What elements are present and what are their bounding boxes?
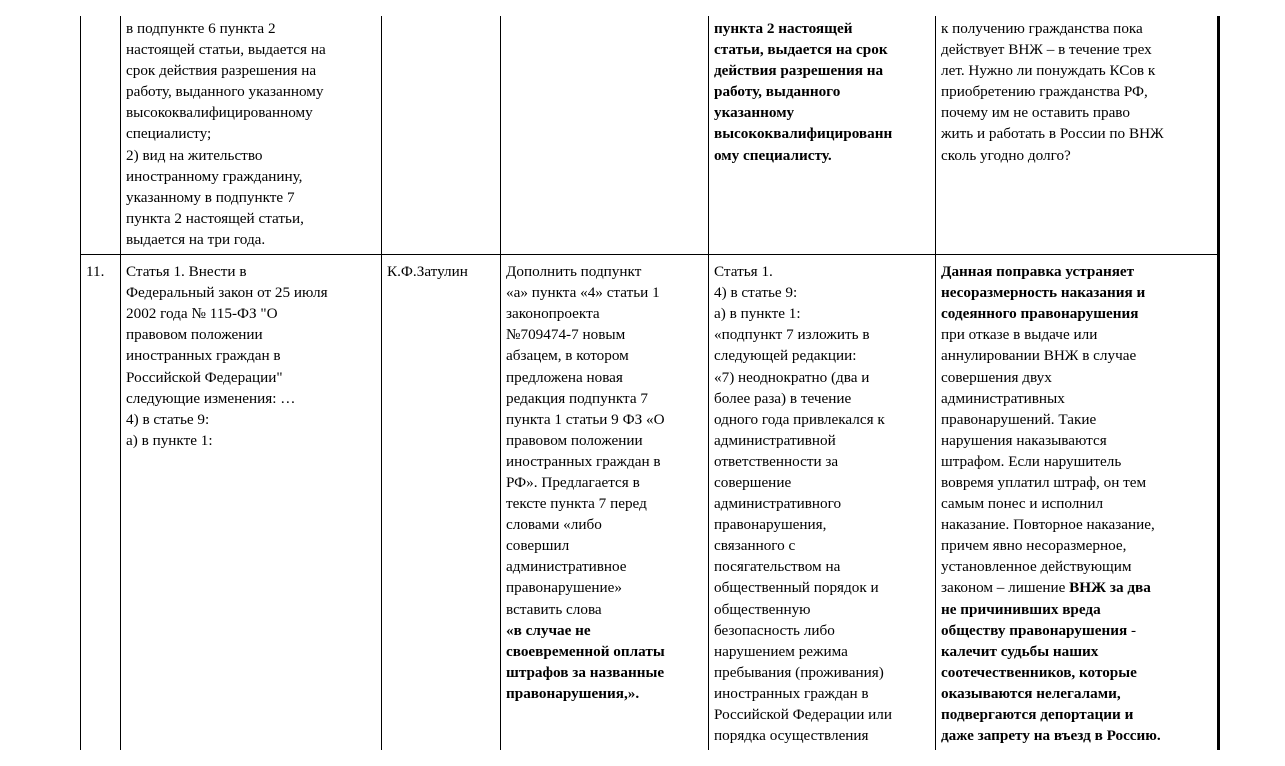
text-line: 2) вид на жительство bbox=[126, 146, 263, 164]
text-line: несоразмерность наказания и bbox=[941, 284, 1146, 302]
text-line: иностранных граждан в bbox=[126, 347, 281, 365]
text-line: работу, выданного указанному bbox=[126, 83, 324, 101]
text-line: Дополнить подпункт bbox=[506, 263, 642, 281]
new-text-cell bbox=[709, 255, 936, 751]
text-line: при отказе в выдаче или bbox=[941, 326, 1098, 344]
text-line: «а» пункта «4» статьи 1 bbox=[506, 284, 660, 302]
text-line: работу, выданного bbox=[714, 83, 841, 101]
text-line: правовом положении bbox=[126, 326, 263, 344]
text-line: законом – лишение ВНЖ за два bbox=[941, 579, 1151, 597]
text-line: безопасность либо bbox=[714, 621, 835, 639]
text-line: РФ». Предлагается в bbox=[506, 473, 640, 491]
text-line: действует ВНЖ – в течение трех bbox=[941, 41, 1152, 59]
text-line: совершение bbox=[714, 473, 792, 491]
text-line: указанному в подпункте 7 bbox=[126, 188, 295, 206]
text-line: к получению гражданства пока bbox=[941, 20, 1143, 37]
text-line: иностранных граждан в bbox=[506, 452, 661, 470]
text-line: следующей редакции: bbox=[714, 347, 857, 365]
text-line: почему им не оставить право bbox=[941, 104, 1130, 122]
comment-cell bbox=[936, 16, 1219, 255]
text-line: ответственности за bbox=[714, 452, 839, 470]
text-line: общественную bbox=[714, 600, 811, 618]
text-line: абзацем, в котором bbox=[506, 347, 629, 365]
text-line: Российской Федерации или bbox=[714, 706, 892, 723]
text-line: причем явно несоразмерное, bbox=[941, 537, 1127, 555]
text-line: правовом положении bbox=[506, 431, 643, 449]
author-name: К.Ф.Затулин bbox=[387, 263, 468, 281]
amendments-table bbox=[80, 16, 1220, 750]
text-line: высококвалифицированн bbox=[714, 125, 893, 143]
text-line: «подпункт 7 изложить в bbox=[714, 326, 870, 344]
text-line: совершил bbox=[506, 537, 570, 555]
text-line: одного года привлекался к bbox=[714, 410, 885, 428]
text-line: подвергаются депортации и bbox=[941, 706, 1134, 723]
text-line: правонарушение» bbox=[506, 579, 623, 597]
text-line-bold: правонарушения,». bbox=[506, 684, 640, 702]
text-line: предложена новая bbox=[506, 368, 623, 386]
row-number-cell bbox=[81, 255, 121, 751]
text-line: пункта 2 настоящей bbox=[714, 20, 853, 37]
text-line: правонарушения, bbox=[714, 516, 827, 534]
text-line: нарушением режима bbox=[714, 642, 848, 660]
text-line: соотечественников, которые bbox=[941, 663, 1137, 681]
text-line: жить и работать в России по ВНЖ bbox=[941, 125, 1164, 143]
text-line: №709474-7 новым bbox=[506, 326, 626, 344]
text-line: а) в пункте 1: bbox=[126, 431, 213, 449]
text-line: наказание. Повторное наказание, bbox=[941, 516, 1155, 534]
text-line: иностранному гражданину, bbox=[126, 167, 303, 185]
row-number: 11. bbox=[86, 263, 105, 281]
text-line-bold: штрафов за названные bbox=[506, 663, 665, 681]
text-line: ому специалисту. bbox=[714, 146, 832, 164]
text-line: 2002 года № 115-ФЗ "О bbox=[126, 305, 278, 323]
comment-cell bbox=[936, 255, 1219, 751]
text-line: в подпункте 6 пункта 2 bbox=[126, 20, 276, 37]
text-line: лет. Нужно ли понуждать КСов к bbox=[941, 62, 1156, 80]
text-line: административного bbox=[714, 495, 842, 513]
text-line: статьи, выдается на срок bbox=[714, 41, 888, 59]
text-line: 4) в статье 9: bbox=[714, 284, 798, 302]
text-line: административных bbox=[941, 389, 1065, 407]
text-line: самым понес и исполнил bbox=[941, 495, 1104, 513]
text-line: аннулировании ВНЖ в случае bbox=[941, 347, 1137, 365]
table-row bbox=[81, 16, 1219, 255]
text-line: административной bbox=[714, 431, 836, 449]
text-line: редакция подпункта 7 bbox=[506, 389, 649, 407]
amendment-cell bbox=[501, 16, 709, 255]
text-line: словами «либо bbox=[506, 516, 602, 534]
text-line: установленное действующим bbox=[941, 558, 1132, 576]
text-line: даже запрету на въезд в Россию. bbox=[941, 727, 1161, 745]
text-line: содеянного правонарушения bbox=[941, 305, 1139, 323]
text-line: пункта 2 настоящей статьи, bbox=[126, 209, 304, 227]
text-line: высококвалифицированному bbox=[126, 104, 313, 122]
text-line: срок действия разрешения на bbox=[126, 62, 317, 80]
text-line: «7) неоднократно (два и bbox=[714, 368, 870, 386]
text-line: приобретению гражданства РФ, bbox=[941, 83, 1148, 101]
text-line: пребывания (проживания) bbox=[714, 663, 884, 681]
text-line: общественный порядок и bbox=[714, 579, 879, 597]
text-line: сколь угодно долго? bbox=[941, 146, 1071, 164]
text-line: законопроекта bbox=[506, 305, 600, 323]
text-line: штрафом. Если нарушитель bbox=[941, 452, 1122, 470]
text-line: калечит судьбы наших bbox=[941, 642, 1099, 660]
text-line-bold: «в случае не bbox=[506, 621, 591, 639]
law-text-cell bbox=[121, 255, 382, 751]
author-cell bbox=[382, 16, 501, 255]
text-line: правонарушений. Такие bbox=[941, 410, 1097, 428]
text-line: Российской Федерации" bbox=[126, 368, 283, 386]
text-line: порядка осуществления bbox=[714, 727, 869, 745]
text-line: указанному bbox=[714, 104, 795, 122]
text-line: вовремя уплатил штраф, он тем bbox=[941, 473, 1147, 491]
text-line: связанного с bbox=[714, 537, 796, 555]
law-text-cell bbox=[121, 16, 382, 255]
text-line: вставить слова bbox=[506, 600, 602, 618]
text-line: действия разрешения на bbox=[714, 62, 884, 80]
text-line: нарушения наказываются bbox=[941, 431, 1107, 449]
text-line: пункта 1 статьи 9 ФЗ «О bbox=[506, 410, 665, 428]
text-line: тексте пункта 7 перед bbox=[506, 495, 647, 513]
text-line: а) в пункте 1: bbox=[714, 305, 801, 323]
text-line: оказываются нелегалами, bbox=[941, 684, 1121, 702]
new-text-cell bbox=[709, 16, 936, 255]
text-line: 4) в статье 9: bbox=[126, 410, 210, 428]
table-row bbox=[81, 255, 1219, 751]
text-line: совершения двух bbox=[941, 368, 1052, 386]
author-cell bbox=[382, 255, 501, 751]
text-line: Федеральный закон от 25 июля bbox=[126, 284, 328, 302]
text-line: не причинивших вреда bbox=[941, 600, 1101, 618]
text-line: настоящей статьи, выдается на bbox=[126, 41, 326, 59]
text-line: Статья 1. bbox=[714, 263, 773, 281]
row-number-cell bbox=[81, 16, 121, 255]
text-line: специалисту; bbox=[126, 125, 212, 143]
text-line: иностранных граждан в bbox=[714, 684, 869, 702]
text-line-bold: своевременной оплаты bbox=[506, 642, 665, 660]
text-line: обществу правонарушения - bbox=[941, 621, 1137, 639]
text-line: Данная поправка устраняет bbox=[941, 263, 1135, 281]
text-line: более раза) в течение bbox=[714, 389, 852, 407]
text-line: посягательством на bbox=[714, 558, 841, 576]
text-line: административное bbox=[506, 558, 627, 576]
text-line: следующие изменения: … bbox=[126, 389, 296, 407]
text-line: Статья 1. Внести в bbox=[126, 263, 247, 281]
text-line: выдается на три года. bbox=[126, 230, 266, 248]
amendment-cell bbox=[501, 255, 709, 751]
